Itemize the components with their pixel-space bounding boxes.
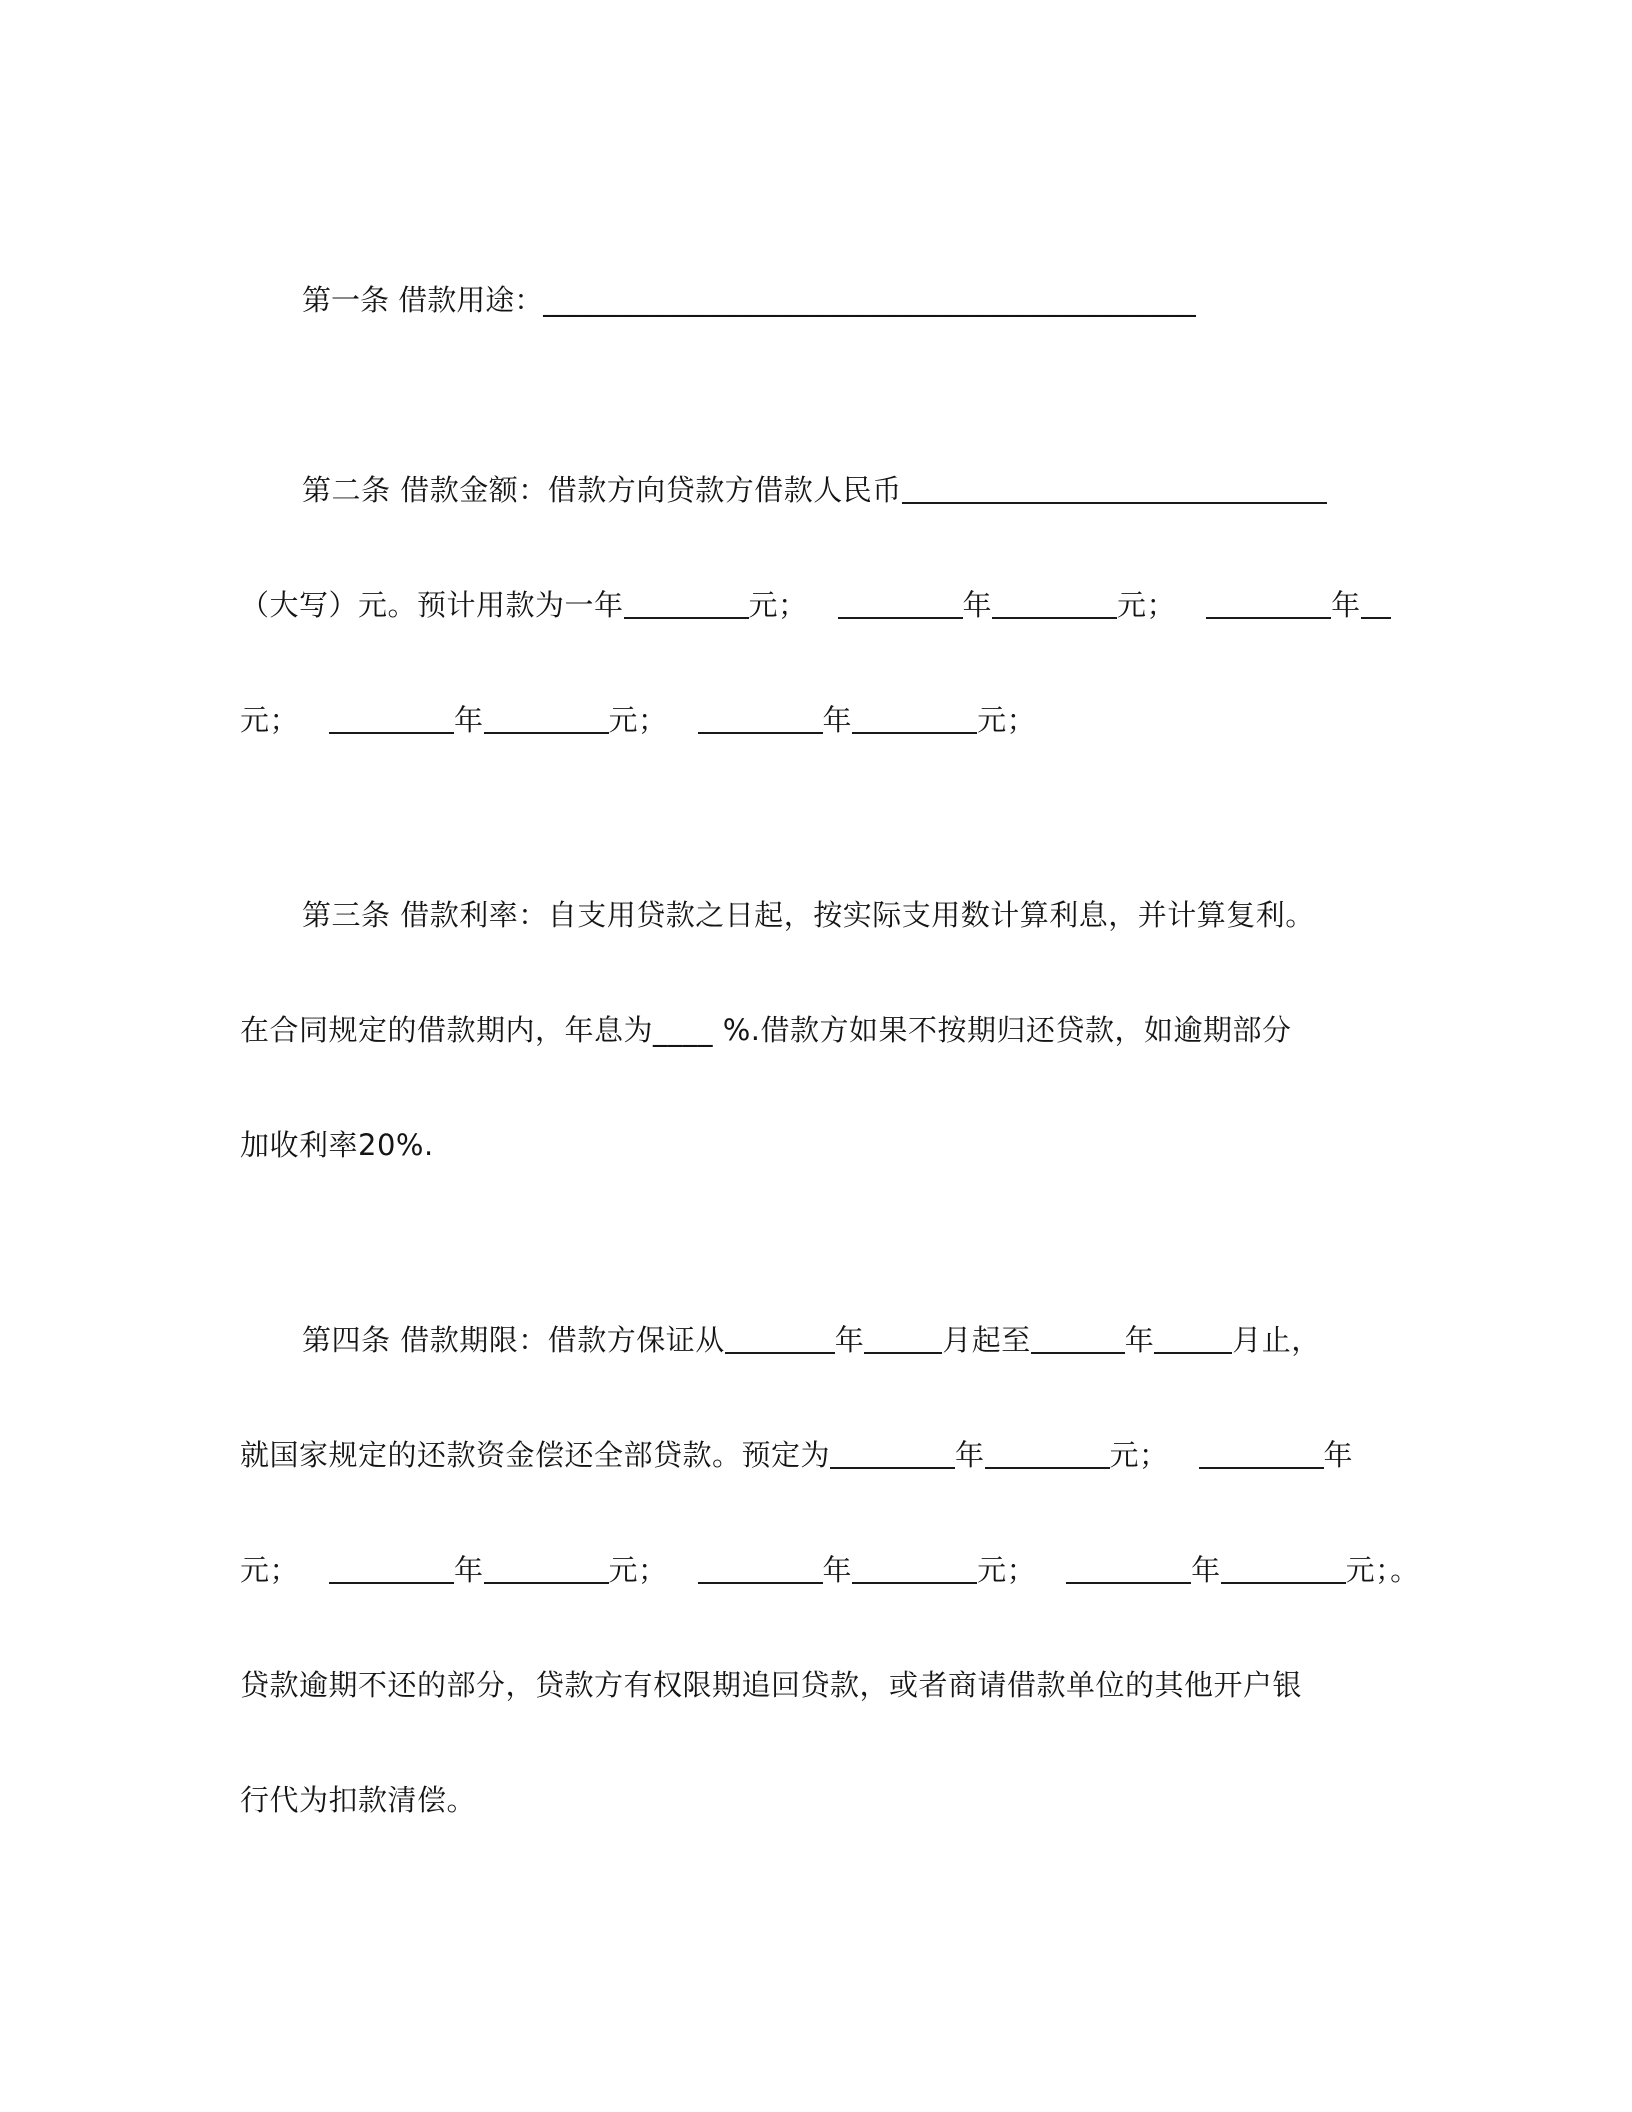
text-segment: 元； [240, 703, 300, 737]
blank [1066, 1554, 1191, 1584]
blank [838, 589, 963, 619]
blank [725, 1324, 835, 1354]
article-4-term-line-1 [302, 1320, 1321, 1360]
text-segment: 行代为扣款清偿。 [240, 1783, 477, 1817]
blank [1154, 1324, 1232, 1354]
text-segment: 元； [977, 703, 1037, 737]
text-segment: 年 [1323, 1438, 1354, 1472]
article-2-text: 第二条 借款金额：借款方向贷款方借款人民币 [302, 473, 902, 507]
article-3-rate-line-3 [240, 1125, 434, 1165]
text-segment: 年 [822, 703, 853, 737]
text-segment: 年 [834, 1323, 865, 1357]
text-segment: 元； [1117, 588, 1177, 622]
text-segment: 年 [1191, 1553, 1221, 1587]
blank [864, 1324, 942, 1354]
article-4-text: 第四条 借款期限：借款方保证从 [302, 1323, 725, 1357]
text-segment: 年 [454, 1553, 484, 1587]
article-1-purpose [302, 280, 1196, 320]
text-segment: 在合同规定的借款期内，年息为____ %.借款方如果不按期归还贷款，如逾期部分 [240, 1013, 1292, 1047]
text-segment: 元； [1109, 1438, 1169, 1472]
blank [329, 1554, 454, 1584]
article-4-term-line-3 [240, 1550, 1420, 1590]
text-segment: 元； [608, 1553, 668, 1587]
blank [1199, 1439, 1324, 1469]
blank [484, 704, 609, 734]
text-segment: 年 [1331, 588, 1361, 622]
text-segment: 年 [955, 1438, 985, 1472]
text-segment: 年 [962, 588, 993, 622]
blank [698, 704, 823, 734]
text-segment: 加收利率20%. [240, 1128, 434, 1162]
text-segment: 年 [454, 703, 484, 737]
article-2-amount-line-2 [240, 585, 1391, 625]
article-4-term-line-5 [240, 1780, 476, 1820]
article-3-rate-line-2 [240, 1010, 1292, 1050]
blank [624, 589, 749, 619]
blank [698, 1554, 823, 1584]
text-segment: 贷款逾期不还的部分，贷款方有权限期追回贷款，或者商请借款单位的其他开户银 [240, 1668, 1303, 1702]
blank [992, 589, 1117, 619]
article-3-rate-line-1 [302, 895, 1315, 935]
blank [484, 1554, 609, 1584]
blank [1361, 589, 1391, 619]
text-segment: 就国家规定的还款资金偿还全部贷款。预定为 [240, 1438, 831, 1472]
text-segment: 月止， [1232, 1323, 1321, 1357]
blank [1031, 1324, 1125, 1354]
article-4-term-line-2 [240, 1435, 1353, 1475]
blank [1221, 1554, 1346, 1584]
text-segment: 年 [1124, 1323, 1155, 1357]
blank [852, 704, 977, 734]
text-segment: 元； [240, 1553, 300, 1587]
text-segment: 月起至 [942, 1323, 1031, 1357]
blank [852, 1554, 977, 1584]
text-segment: 元； [977, 1553, 1037, 1587]
article-4-term-line-4 [240, 1665, 1302, 1705]
blank [1206, 589, 1331, 619]
text-segment: 年 [822, 1553, 853, 1587]
blank [329, 704, 454, 734]
text-segment: 元； [748, 588, 808, 622]
article-1-text: 第一条 借款用途：_____________________________________________ [302, 283, 1196, 317]
text-segment: 元； [608, 703, 668, 737]
article-3-text: 第三条 借款利率：自支用贷款之日起，按实际支用数计算利息，并计算复利。 [302, 898, 1315, 932]
blank [985, 1439, 1110, 1469]
blank [830, 1439, 955, 1469]
text-segment: （大写）元。预计用款为一年 [240, 588, 624, 622]
article-2-amount-line-1 [302, 470, 1327, 510]
amount-blank [902, 474, 1327, 504]
text-segment: 元；。 [1345, 1553, 1420, 1587]
article-2-amount-line-3 [240, 700, 1036, 740]
